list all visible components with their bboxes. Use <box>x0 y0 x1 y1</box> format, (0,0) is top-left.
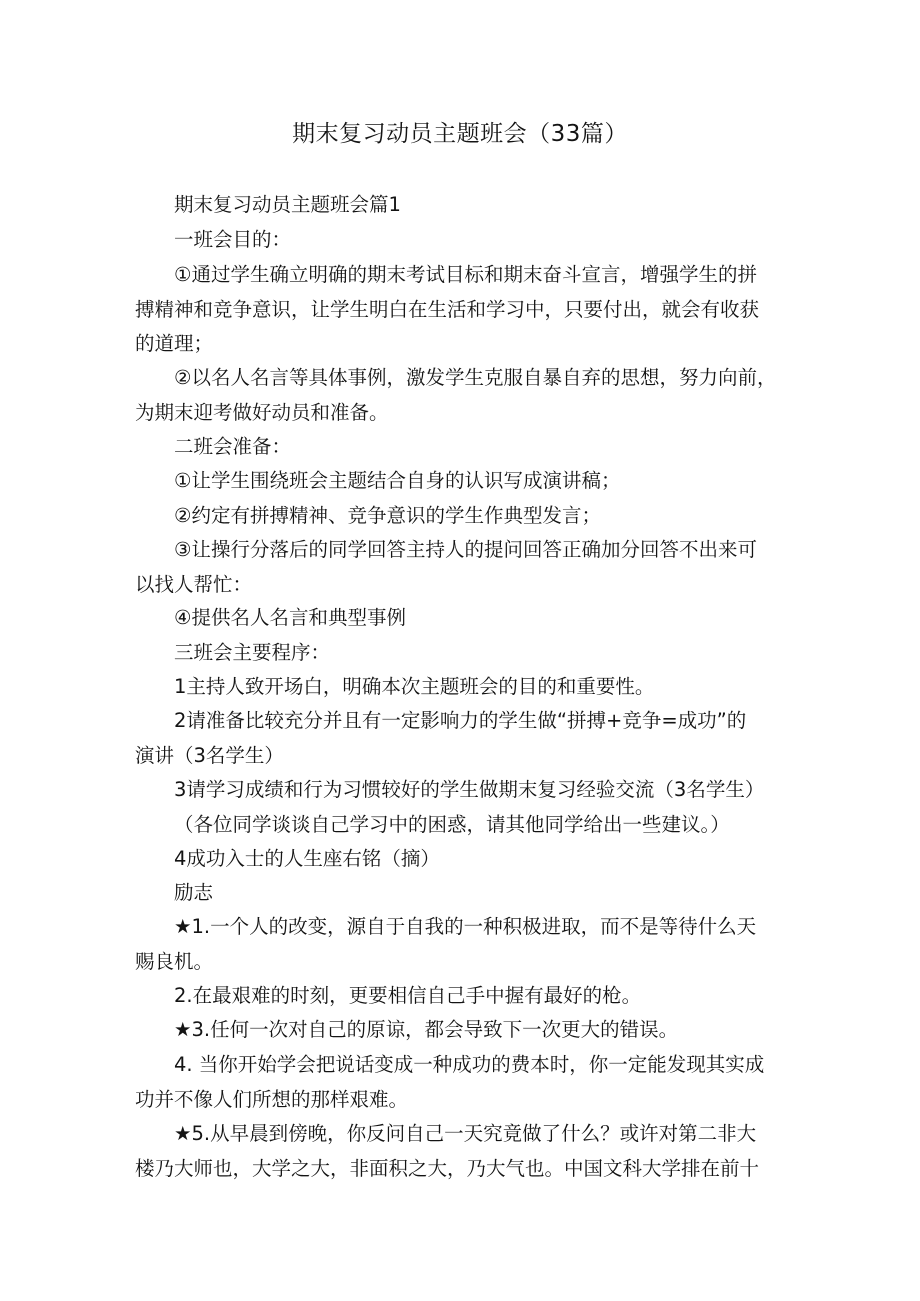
text-line: 楼乃大师也，大学之大，非面积之大，乃大气也。中国文科大学排在前十 <box>135 1156 760 1180</box>
text-line: 为期末迎考做好动员和准备。 <box>135 400 389 424</box>
paragraph <box>135 842 787 877</box>
text-line: ②以名人名言等具体事例，激发学生克服自暴自弃的思想，努力向前， <box>174 366 777 389</box>
text-line: 2请准备比较充分并且有一定影响力的学生做“拼搏+竞争=成功”的 <box>174 709 747 732</box>
document-title: 期末复习动员主题班会（33篇） <box>292 121 628 147</box>
text-line: 1主持人致开场白，明确本次主题班会的目的和重要性。 <box>174 675 655 698</box>
section-heading <box>135 188 787 223</box>
section-heading <box>135 636 787 671</box>
paragraph <box>135 533 787 602</box>
section-heading <box>135 223 787 258</box>
text-line: 功并不像人们所想的那样艰难。 <box>135 1087 409 1111</box>
text-line: ★5.从早晨到傍晚，你反问自己一天究竟做了什么？或许对第二非大 <box>174 1122 757 1145</box>
text-line: ④提供名人名言和典型事例 <box>174 606 406 629</box>
quote-item <box>135 1048 787 1117</box>
text-line: （各位同学谈谈自己学习中的困惑，请其他同学给出一些建议。） <box>174 812 730 836</box>
paragraph <box>135 464 787 499</box>
text-line: 期末复习动员主题班会篇1 <box>174 193 401 216</box>
text-line: 以找人帮忙： <box>135 572 253 596</box>
text-line: 三班会主要程序： <box>174 641 331 664</box>
text-line: 二班会准备： <box>174 435 292 458</box>
paragraph <box>135 670 787 705</box>
paragraph <box>135 601 787 636</box>
text-line: ③让操行分落后的同学回答主持人的提问回答正确加分回答不出来可 <box>174 538 757 561</box>
text-line: 赐良机。 <box>135 949 214 973</box>
paragraph <box>135 361 787 430</box>
text-line: ②约定有拼搏精神、竞争意识的学生作典型发言； <box>174 504 601 527</box>
paragraph <box>135 773 787 842</box>
text-line: 4. 当你开始学会把说话变成一种成功的费本时，你一定能发现其实成 <box>174 1053 765 1076</box>
text-line: 搏精神和竞争意识，让学生明白在生活和学习中，只要付出，就会有收获 <box>135 297 760 321</box>
quote-item <box>135 1117 787 1186</box>
text-line: ★1.一个人的改变，源自于自我的一种积极进取，而不是等待什么天 <box>174 915 757 938</box>
text-line: 的道理； <box>135 332 214 355</box>
paragraph <box>135 499 787 534</box>
text-line: ★3.任何一次对自己的原谅，都会导致下一次更大的错误。 <box>174 1018 679 1041</box>
text-line: 一班会目的： <box>174 228 292 251</box>
text-line: ①通过学生确立明确的期末考试目标和期末奋斗宣言，增强学生的拼 <box>174 263 757 286</box>
text-line: 2.在最艰难的时刻，更要相信自己手中握有最好的枪。 <box>174 984 642 1007</box>
quote-item <box>135 1013 787 1048</box>
paragraph <box>135 704 787 773</box>
section-heading <box>135 876 787 911</box>
quote-item <box>135 910 787 979</box>
section-heading <box>135 430 787 465</box>
text-line: ①让学生围绕班会主题结合自身的认识写成演讲稿； <box>174 469 621 492</box>
text-line: 励志 <box>174 881 214 904</box>
text-line: 3请学习成绩和行为习惯较好的学生做期末复习经验交流（3名学生） <box>174 778 765 801</box>
text-line: 演讲（3名学生） <box>135 743 284 767</box>
paragraph <box>135 258 787 362</box>
text-line: 4成功入士的人生座右铭（摘） <box>174 847 440 870</box>
quote-item <box>135 979 787 1014</box>
